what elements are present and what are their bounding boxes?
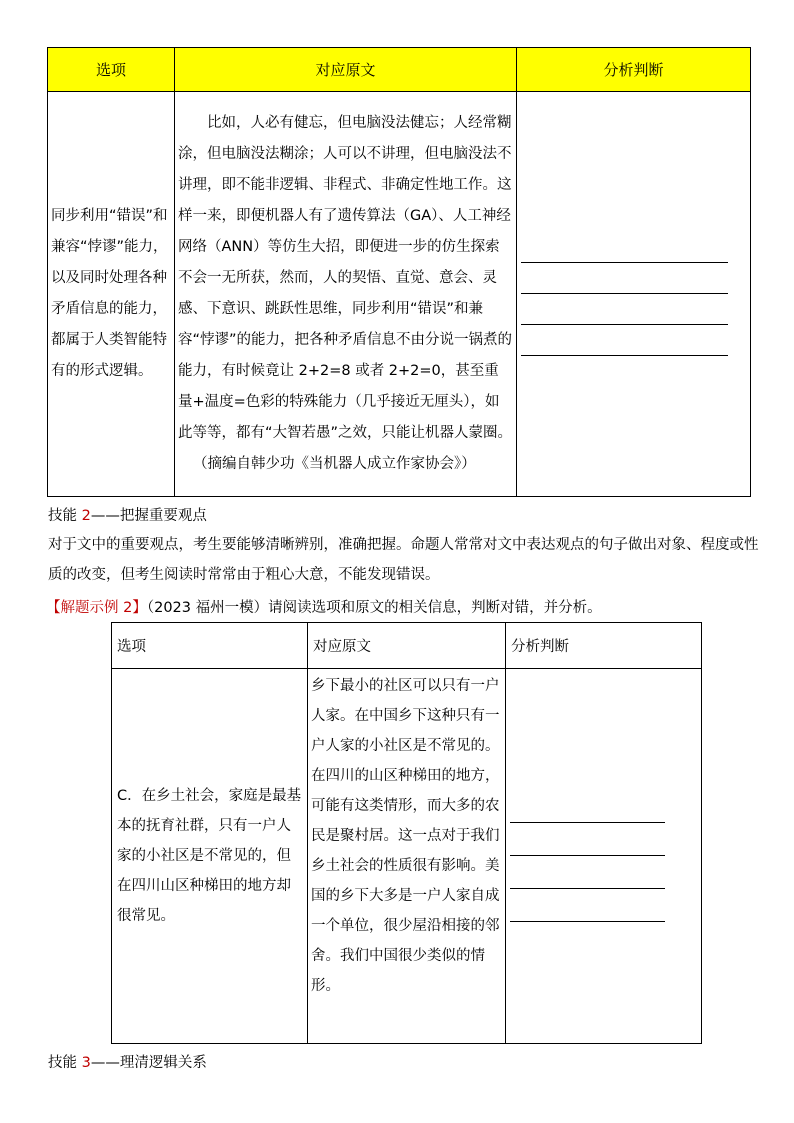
table-row xyxy=(48,92,751,497)
header-original: 对应原文 xyxy=(175,48,517,92)
skill2-heading xyxy=(48,504,207,525)
answer-lines[interactable] xyxy=(517,232,750,356)
analysis-table-2 xyxy=(111,622,702,1044)
table-row xyxy=(112,669,702,1044)
original-text: 比如，人必有健忘，但电脑没法健忘；人经常糊涂，但电脑没法糊涂；人可以不讲理，但电脑没法不讲理，即不能非逻辑、非程式、非确定性地工作。这样一来，即便机器人有了遗传算法（GA）、人工神经网络（ANN）等仿生大招，即便进一步的仿生探索不会一无所获，然而，人的契悟、直觉、意会、灵感、下意识、跳跃性思维，同步利用“错误”和兼容“悖谬”的能力，把各种矛盾信息不由分说一锅煮的能力，有时候竟让 2+2=8 或者 2+2=0，甚至重量+温度=色彩的特殊能力（几乎接近无厘头），如此等等，都有“大智若愚”之效，只能让机器人蒙圈。 xyxy=(178,115,513,441)
original-cell xyxy=(308,669,506,1044)
skill2-description: 对于文中的重要观点，考生要能够清晰辨别，准确把握。命题人常常对文中表达观点的句子做出对象、程度或性质的改变，但考生阅读时常常由于粗心大意，不能发现错误。 xyxy=(48,537,759,583)
skill2-prefix: 技能 xyxy=(48,508,82,524)
option-cell xyxy=(48,92,175,497)
header-option: 选项 xyxy=(48,48,175,92)
option-cell xyxy=(112,669,308,1044)
option-text: C．在乡土社会，家庭是最基本的抚育社群，只有一户人家的小社区是不常见的，但在四川山区种梯田的地方却很常见。 xyxy=(117,788,302,924)
skill3-prefix: 技能 xyxy=(48,1055,82,1071)
skill2-title: ——把握重要观点 xyxy=(90,508,207,524)
header-judgement: 分析判断 xyxy=(506,623,702,669)
header-original: 对应原文 xyxy=(308,623,506,669)
answer-line[interactable] xyxy=(521,263,728,294)
example2-text: （2023 福州一模）请阅读选项和原文的相关信息，判断对错，并分析。 xyxy=(146,600,602,616)
skill3-title: ——理清逻辑关系 xyxy=(90,1055,207,1071)
skill2-number: 2 xyxy=(81,508,91,524)
example2-line xyxy=(46,596,602,617)
original-text: 乡下最小的社区可以只有一户人家。在中国乡下这种只有一户人家的小社区是不常见的。在四川的山区种梯田的地方，可能有这类情形，而大多的农民是聚村居。这一点对于我们乡土社会的性质很有影响。美国的乡下大多是一户人家自成一个单位，很少屋沿相接的邻舍。我们中国很少类似的情形。 xyxy=(311,678,500,994)
answer-lines[interactable] xyxy=(506,790,701,922)
answer-line[interactable] xyxy=(510,790,665,823)
answer-line[interactable] xyxy=(510,856,665,889)
answer-line[interactable] xyxy=(521,294,728,325)
answer-line[interactable] xyxy=(510,823,665,856)
answer-cell[interactable] xyxy=(517,92,751,497)
skill3-number: 3 xyxy=(81,1055,91,1071)
analysis-table-1 xyxy=(47,47,751,497)
answer-line[interactable] xyxy=(521,232,728,263)
header-judgement: 分析判断 xyxy=(517,48,751,92)
option-text: 同步利用“错误”和兼容“悖谬”能力，以及同时处理各种矛盾信息的能力，都属于人类智能特有的形式逻辑。 xyxy=(51,208,168,379)
answer-cell[interactable] xyxy=(506,669,702,1044)
answer-line[interactable] xyxy=(521,325,728,356)
table-header-row xyxy=(48,48,751,92)
skill3-heading xyxy=(48,1051,207,1072)
header-option: 选项 xyxy=(112,623,308,669)
example2-tag: 【解题示例 2】 xyxy=(46,600,147,616)
table-header-row xyxy=(112,623,702,669)
original-source: （摘编自韩少功《当机器人成立作家协会》） xyxy=(193,456,476,472)
answer-line[interactable] xyxy=(510,889,665,922)
original-cell xyxy=(175,92,517,497)
